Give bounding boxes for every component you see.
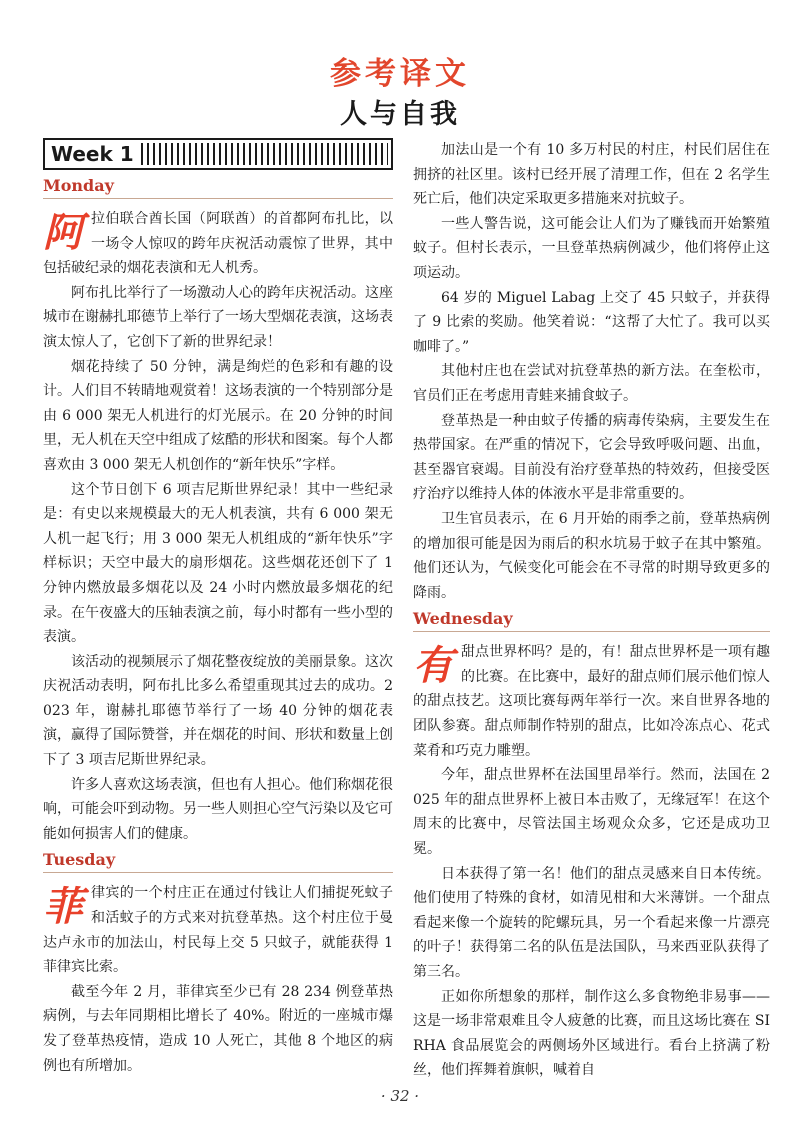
dropcap-letter: 菲 [43, 883, 83, 931]
monday-paragraph: 该活动的视频展示了烟花整夜绽放的美丽景象。这次庆祝活动表明，阿布扎比多么希望重现其过去的成功。2023 年，谢赫扎耶德节举行了一场 40 分钟的烟花表演，赢得了国际赞誉，并在烟花的时间、形状和数量上创下了 3 项吉尼斯世界纪录。 [43, 653, 393, 769]
monday-paragraph: 阿布扎比举行了一场激动人心的跨年庆祝活动。这座城市在谢赫扎耶德节上举行了一场大型烟花表演，这场表演太惊人了，它创下了新的世界纪录！ [43, 284, 393, 350]
wednesday-paragraph: 日本获得了第一名！他们的甜点灵感来自日本传统。他们使用了特殊的食材，如清见柑和大米薄饼。一个甜点看起来像一个旋转的陀螺玩具，另一个看起来像一片漂亮的叶子！获得第二名的队伍是法国队，马来西亚队获得了第三名。 [413, 865, 770, 980]
week-banner [43, 138, 393, 170]
dropcap-letter: 有 [413, 642, 453, 690]
page-title: 参考译文 [330, 56, 470, 92]
monday-paragraph: 这个节日创下 6 项吉尼斯世界纪录！其中一些纪录是：有史以来规模最大的无人机表演，共有 6 000 架无人机一起飞行；用 3 000 架无人机组成的“新年快乐”字样标识；天空中最大的扇形烟花。这些烟花还创下了 1 分钟内燃放最多烟花以及 24 小时内燃放最多烟花的纪录。在午夜盛大的压轴表演之前，每小时都有一些小型的表演。 [43, 481, 393, 646]
wednesday-heading: Wednesday [413, 607, 770, 632]
tuesday-paragraph: 加法山是一个有 10 多万村民的村庄，村民们居住在拥挤的社区里。该村已经开展了清理工作，但在 2 名学生死亡后，他们决定采取更多措施来对抗蚊子。 [413, 142, 770, 208]
left-column [43, 138, 393, 1078]
page-subtitle: 人与自我 [340, 99, 460, 130]
tuesday-paragraph: 64 岁的 Miguel Labag 上交了 45 只蚊子，并获得了 9 比索的奖励。他笑着说：“这帮了大忙了。我可以买咖啡了。” [413, 289, 770, 355]
tuesday-paragraph: 其他村庄也在尝试对抗登革热的新方法。在奎松市，官员们正在考虑用青蛙来捕食蚊子。 [413, 363, 770, 404]
page-number: · 32 · [380, 1087, 420, 1105]
week-label: Week 1 [49, 141, 140, 167]
tuesday-paragraph: 登革热是一种由蚊子传播的病毒传染病，主要发生在热带国家。在严重的情况下，它会导致呼吸问题、出血，甚至器官衰竭。目前没有治疗登革热的特效药，但接受医疗治疗以维持人体的体液水平是非常重要的。 [413, 412, 770, 503]
tuesday-paragraph: 卫生官员表示，在 6 月开始的雨季之前，登革热病例的增加很可能是因为雨后的积水坑易于蚊子在其中繁殖。他们还认为，气候变化可能会在不寻常的时期导致更多的降雨。 [413, 510, 770, 601]
monday-paragraph: 许多人喜欢这场表演，但也有人担心。他们称烟花很响，可能会吓到动物。另一些人则担心空气污染以及它可能如何损害人们的健康。 [43, 776, 393, 842]
tuesday-paragraph: 截至今年 2 月，菲律宾至少已有 28 234 例登革热病例，与去年同期相比增长了 40%。附近的一座城市爆发了登革热疫情，造成 10 人死亡，其他 8 个地区的病例也有所增加。 [43, 983, 393, 1074]
tuesday-paragraph: 一些人警告说，这可能会让人们为了赚钱而开始繁殖蚊子。但村长表示，一旦登革热病例减少，他们将停止这项运动。 [413, 215, 770, 281]
dropcap-letter: 阿 [43, 209, 83, 256]
wednesday-paragraph: 有甜点世界杯吗？是的，有！甜点世界杯是一项有趣的比赛。在比赛中，最好的甜点师们展示他们惊人的甜点技艺。这项比赛每两年举行一次。来自世界各地的团队参赛。甜点师制作特别的甜点，比如冷冻点心、花式菜肴和巧克力雕塑。 [413, 642, 770, 759]
wednesday-paragraph: 正如你所想象的那样，制作这么多食物绝非易事——这是一场非常艰难且令人疲惫的比赛，而且这场比赛在 SIRHA 食品展览会的两侧场外区域进行。看台上挤满了粉丝，他们挥舞着旗帜，喊着自 [413, 988, 770, 1079]
monday-paragraph: 烟花持续了 50 分钟，满是绚烂的色彩和有趣的设计。人们目不转睛地观赏着！这场表演的一个特别部分是由 6 000 架无人机进行的灯光展示。在 20 分钟的时间里，无人机在天空中组成了炫酷的形状和图案。每个人都喜欢由 3 000 架无人机创作的“新年快乐”字样。 [43, 358, 393, 473]
monday-heading: Monday [43, 174, 393, 199]
week-banner-stripes [141, 143, 388, 165]
wednesday-paragraph: 今年，甜点世界杯在法国里昂举行。然而，法国在 2025 年的甜点世界杯上被日本击败了，无缘冠军！在这个周末的比赛中，尽管法国主场观众众多，它还是成功卫冕。 [413, 767, 770, 858]
monday-paragraph: 阿拉伯联合酋长国（阿联酋）的首都阿布扎比，以一场令人惊叹的跨年庆祝活动震惊了世界，其中包括破纪录的烟花表演和无人机秀。 [43, 209, 393, 277]
tuesday-paragraph: 菲律宾的一个村庄正在通过付钱让人们捕捉死蚊子和活蚊子的方式来对抗登革热。这个村庄位于曼达卢永市的加法山，村民每上交 5 只蚊子，就能获得 1 菲律宾比索。 [43, 883, 393, 976]
tuesday-heading: Tuesday [43, 848, 393, 873]
right-column [413, 138, 770, 1083]
